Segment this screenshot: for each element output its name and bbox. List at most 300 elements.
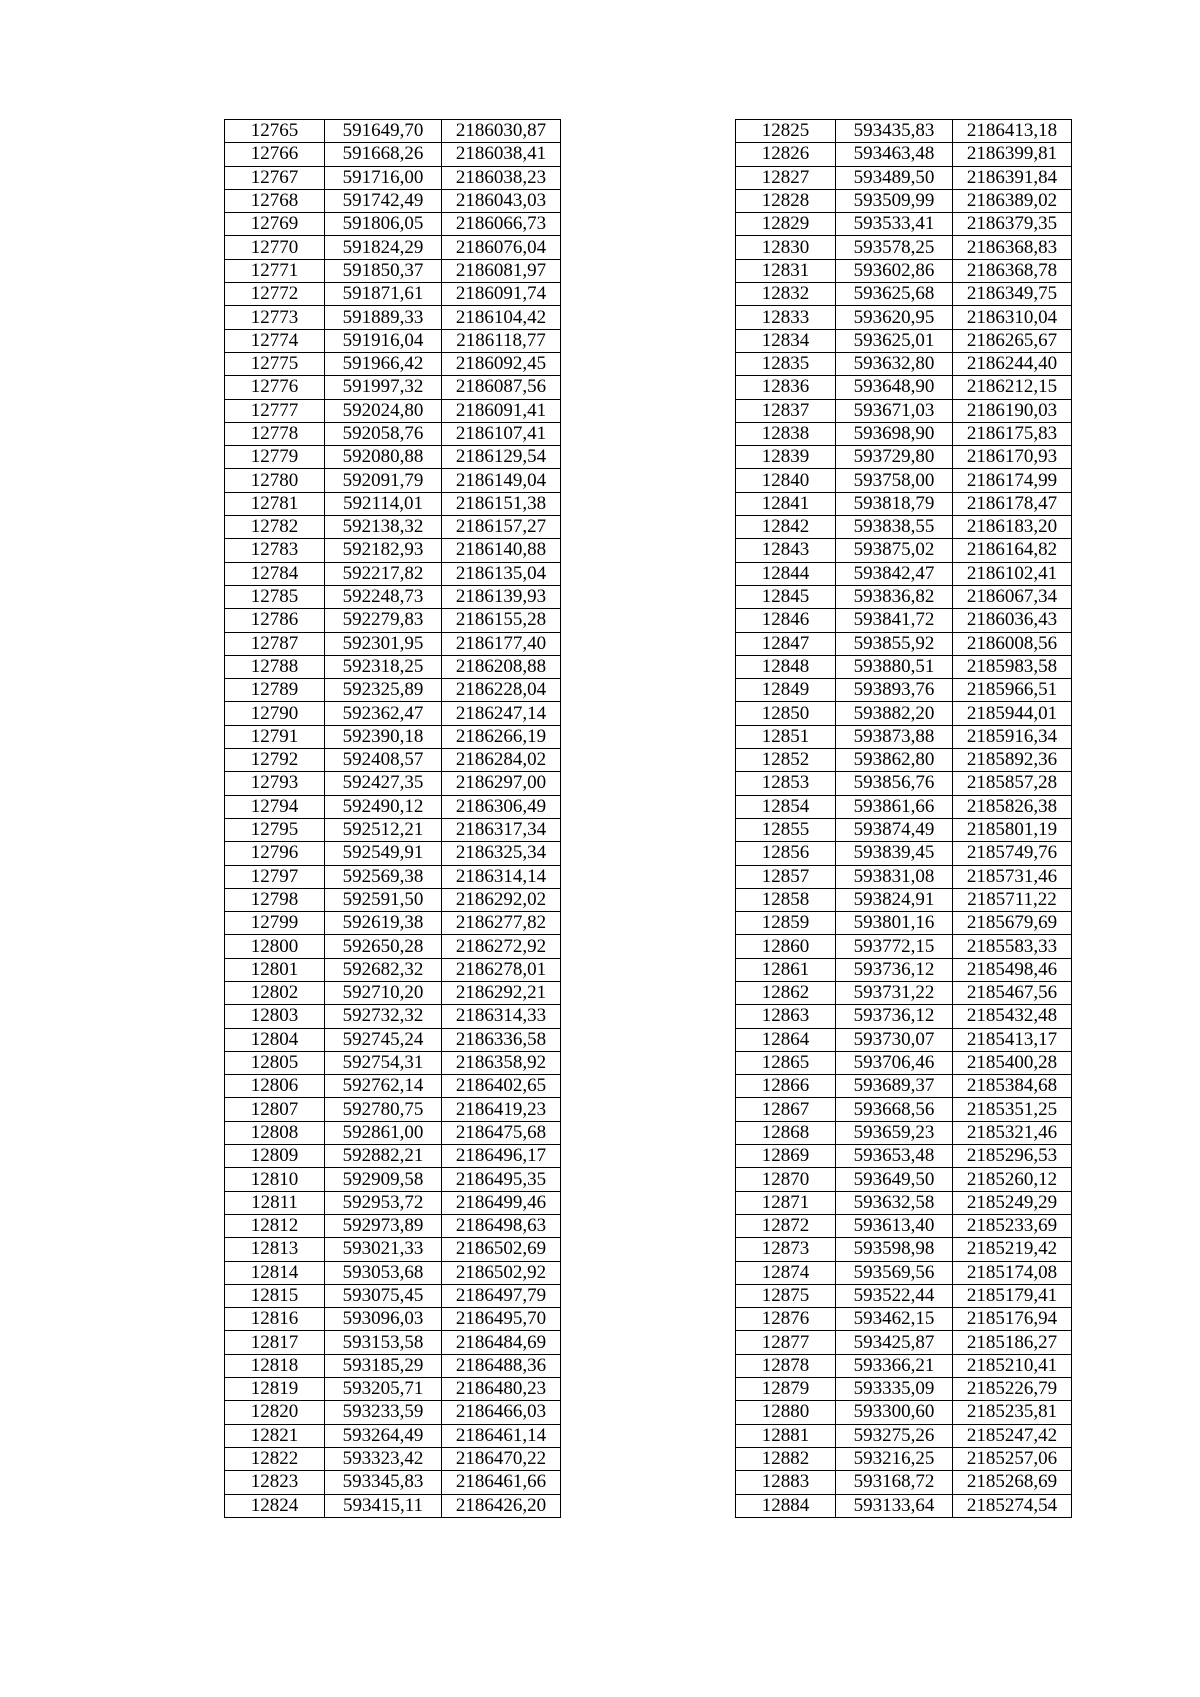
y-coordinate-cell: 2185892,36: [953, 749, 1072, 772]
point-number-cell: 12862: [736, 981, 836, 1004]
y-coordinate-cell: 2185219,42: [953, 1238, 1072, 1261]
y-coordinate-cell: 2186349,75: [953, 283, 1072, 306]
y-coordinate-cell: 2186368,83: [953, 236, 1072, 259]
y-coordinate-cell: 2186091,74: [442, 283, 561, 306]
x-coordinate-cell: 593335,09: [836, 1378, 953, 1401]
y-coordinate-cell: 2186497,79: [442, 1284, 561, 1307]
x-coordinate-cell: 593168,72: [836, 1471, 953, 1494]
point-number-cell: 12867: [736, 1098, 836, 1121]
y-coordinate-cell: 2186151,38: [442, 492, 561, 515]
y-coordinate-cell: 2185679,69: [953, 912, 1072, 935]
y-coordinate-cell: 2186284,02: [442, 749, 561, 772]
table-row: [736, 1005, 1072, 1028]
y-coordinate-cell: 2185944,01: [953, 702, 1072, 725]
table-row: [225, 585, 561, 608]
table-row: [736, 1261, 1072, 1284]
point-number-cell: 12775: [225, 352, 325, 375]
table-row: [225, 422, 561, 445]
table-row: [736, 912, 1072, 935]
y-coordinate-cell: 2185351,25: [953, 1098, 1072, 1121]
table-row: [736, 935, 1072, 958]
x-coordinate-cell: 593625,01: [836, 329, 953, 352]
point-number-cell: 12791: [225, 725, 325, 748]
table-row: [225, 1424, 561, 1447]
x-coordinate-cell: 592114,01: [325, 492, 442, 515]
table-row: [225, 725, 561, 748]
table-row: [736, 772, 1072, 795]
point-number-cell: 12871: [736, 1191, 836, 1214]
table-row: [736, 1401, 1072, 1424]
table-row: [736, 259, 1072, 282]
y-coordinate-cell: 2186067,34: [953, 585, 1072, 608]
y-coordinate-cell: 2186170,93: [953, 446, 1072, 469]
table-row: [736, 679, 1072, 702]
y-coordinate-cell: 2186140,88: [442, 539, 561, 562]
table-row: [225, 120, 561, 143]
y-coordinate-cell: 2186278,01: [442, 958, 561, 981]
point-number-cell: 12864: [736, 1028, 836, 1051]
point-number-cell: 12781: [225, 492, 325, 515]
table-row: [736, 655, 1072, 678]
table-row: [225, 1005, 561, 1028]
point-number-cell: 12869: [736, 1145, 836, 1168]
table-row: [225, 865, 561, 888]
x-coordinate-cell: 593706,46: [836, 1051, 953, 1074]
point-number-cell: 12802: [225, 981, 325, 1004]
table-row: [225, 1121, 561, 1144]
y-coordinate-cell: 2186043,03: [442, 189, 561, 212]
point-number-cell: 12832: [736, 283, 836, 306]
point-number-cell: 12857: [736, 865, 836, 888]
x-coordinate-cell: 593648,90: [836, 376, 953, 399]
x-coordinate-cell: 592591,50: [325, 888, 442, 911]
x-coordinate-cell: 593880,51: [836, 655, 953, 678]
x-coordinate-cell: 593366,21: [836, 1354, 953, 1377]
table-row: [736, 1051, 1072, 1074]
x-coordinate-cell: 593632,58: [836, 1191, 953, 1214]
x-coordinate-cell: 593415,11: [325, 1494, 442, 1517]
point-number-cell: 12854: [736, 795, 836, 818]
y-coordinate-cell: 2186389,02: [953, 189, 1072, 212]
point-number-cell: 12872: [736, 1214, 836, 1237]
point-number-cell: 12769: [225, 213, 325, 236]
y-coordinate-cell: 2186087,56: [442, 376, 561, 399]
y-coordinate-cell: 2186107,41: [442, 422, 561, 445]
point-number-cell: 12858: [736, 888, 836, 911]
point-number-cell: 12836: [736, 376, 836, 399]
y-coordinate-cell: 2186498,63: [442, 1214, 561, 1237]
y-coordinate-cell: 2186247,14: [442, 702, 561, 725]
x-coordinate-cell: 591997,32: [325, 376, 442, 399]
point-number-cell: 12874: [736, 1261, 836, 1284]
table-row: [225, 213, 561, 236]
table-row: [225, 958, 561, 981]
point-number-cell: 12833: [736, 306, 836, 329]
point-number-cell: 12845: [736, 585, 836, 608]
x-coordinate-cell: 592138,32: [325, 516, 442, 539]
table-row: [225, 1098, 561, 1121]
x-coordinate-cell: 593824,91: [836, 888, 953, 911]
table-row: [225, 1075, 561, 1098]
point-number-cell: 12883: [736, 1471, 836, 1494]
point-number-cell: 12848: [736, 655, 836, 678]
x-coordinate-cell: 591889,33: [325, 306, 442, 329]
y-coordinate-cell: 2185983,58: [953, 655, 1072, 678]
table-row: [736, 516, 1072, 539]
table-row: [225, 1214, 561, 1237]
table-row: [225, 1191, 561, 1214]
point-number-cell: 12808: [225, 1121, 325, 1144]
x-coordinate-cell: 593668,56: [836, 1098, 953, 1121]
x-coordinate-cell: 591871,61: [325, 283, 442, 306]
table-row: [736, 562, 1072, 585]
y-coordinate-cell: 2185235,81: [953, 1401, 1072, 1424]
table-row: [225, 655, 561, 678]
y-coordinate-cell: 2185467,56: [953, 981, 1072, 1004]
y-coordinate-cell: 2186178,47: [953, 492, 1072, 515]
point-number-cell: 12774: [225, 329, 325, 352]
y-coordinate-cell: 2186277,82: [442, 912, 561, 935]
point-number-cell: 12792: [225, 749, 325, 772]
point-number-cell: 12853: [736, 772, 836, 795]
point-number-cell: 12771: [225, 259, 325, 282]
y-coordinate-cell: 2185296,53: [953, 1145, 1072, 1168]
table-row: [736, 306, 1072, 329]
x-coordinate-cell: 593509,99: [836, 189, 953, 212]
x-coordinate-cell: 593689,37: [836, 1075, 953, 1098]
y-coordinate-cell: 2185801,19: [953, 818, 1072, 841]
y-coordinate-cell: 2186292,02: [442, 888, 561, 911]
y-coordinate-cell: 2186310,04: [953, 306, 1072, 329]
y-coordinate-cell: 2186164,82: [953, 539, 1072, 562]
table-row: [736, 1308, 1072, 1331]
point-number-cell: 12787: [225, 632, 325, 655]
y-coordinate-cell: 2185257,06: [953, 1447, 1072, 1470]
table-row: [736, 376, 1072, 399]
table-row: [225, 818, 561, 841]
x-coordinate-cell: 592080,88: [325, 446, 442, 469]
x-coordinate-cell: 593602,86: [836, 259, 953, 282]
coordinates-table-right: [735, 119, 1072, 1518]
point-number-cell: 12880: [736, 1401, 836, 1424]
table-row: [736, 1098, 1072, 1121]
x-coordinate-cell: 593838,55: [836, 516, 953, 539]
table-row: [736, 236, 1072, 259]
y-coordinate-cell: 2185432,48: [953, 1005, 1072, 1028]
x-coordinate-cell: 592091,79: [325, 469, 442, 492]
y-coordinate-cell: 2186336,58: [442, 1028, 561, 1051]
point-number-cell: 12856: [736, 842, 836, 865]
y-coordinate-cell: 2185711,22: [953, 888, 1072, 911]
table-row: [736, 1075, 1072, 1098]
x-coordinate-cell: 593075,45: [325, 1284, 442, 1307]
table-row: [736, 469, 1072, 492]
x-coordinate-cell: 593729,80: [836, 446, 953, 469]
x-coordinate-cell: 593435,83: [836, 120, 953, 143]
point-number-cell: 12812: [225, 1214, 325, 1237]
x-coordinate-cell: 592882,21: [325, 1145, 442, 1168]
point-number-cell: 12794: [225, 795, 325, 818]
table-row: [736, 1214, 1072, 1237]
x-coordinate-cell: 592217,82: [325, 562, 442, 585]
point-number-cell: 12782: [225, 516, 325, 539]
y-coordinate-cell: 2186426,20: [442, 1494, 561, 1517]
y-coordinate-cell: 2185210,41: [953, 1354, 1072, 1377]
table-row: [736, 1447, 1072, 1470]
point-number-cell: 12878: [736, 1354, 836, 1377]
point-number-cell: 12797: [225, 865, 325, 888]
x-coordinate-cell: 593842,47: [836, 562, 953, 585]
point-number-cell: 12834: [736, 329, 836, 352]
table-row: [736, 981, 1072, 1004]
table-row: [225, 143, 561, 166]
x-coordinate-cell: 593649,50: [836, 1168, 953, 1191]
y-coordinate-cell: 2186272,92: [442, 935, 561, 958]
x-coordinate-cell: 593659,23: [836, 1121, 953, 1144]
table-row: [225, 1308, 561, 1331]
table-row: [225, 981, 561, 1004]
point-number-cell: 12868: [736, 1121, 836, 1144]
y-coordinate-cell: 2186228,04: [442, 679, 561, 702]
point-number-cell: 12859: [736, 912, 836, 935]
y-coordinate-cell: 2186036,43: [953, 609, 1072, 632]
x-coordinate-cell: 592182,93: [325, 539, 442, 562]
table-row: [736, 1378, 1072, 1401]
table-row: [736, 120, 1072, 143]
table-row: [736, 1168, 1072, 1191]
point-number-cell: 12841: [736, 492, 836, 515]
table-row: [225, 1401, 561, 1424]
x-coordinate-cell: 593873,88: [836, 725, 953, 748]
table-row: [225, 1028, 561, 1051]
point-number-cell: 12814: [225, 1261, 325, 1284]
y-coordinate-cell: 2186480,23: [442, 1378, 561, 1401]
x-coordinate-cell: 592248,73: [325, 585, 442, 608]
point-number-cell: 12804: [225, 1028, 325, 1051]
y-coordinate-cell: 2186149,04: [442, 469, 561, 492]
x-coordinate-cell: 593671,03: [836, 399, 953, 422]
table-row: [736, 702, 1072, 725]
x-coordinate-cell: 591966,42: [325, 352, 442, 375]
x-coordinate-cell: 593653,48: [836, 1145, 953, 1168]
x-coordinate-cell: 593345,83: [325, 1471, 442, 1494]
x-coordinate-cell: 592861,00: [325, 1121, 442, 1144]
table-row: [225, 1051, 561, 1074]
table-body: [225, 120, 561, 1518]
point-number-cell: 12788: [225, 655, 325, 678]
point-number-cell: 12817: [225, 1331, 325, 1354]
y-coordinate-cell: 2186038,41: [442, 143, 561, 166]
point-number-cell: 12786: [225, 609, 325, 632]
x-coordinate-cell: 593323,42: [325, 1447, 442, 1470]
x-coordinate-cell: 592058,76: [325, 422, 442, 445]
y-coordinate-cell: 2186314,14: [442, 865, 561, 888]
table-row: [736, 1331, 1072, 1354]
x-coordinate-cell: 592024,80: [325, 399, 442, 422]
point-number-cell: 12818: [225, 1354, 325, 1377]
point-number-cell: 12778: [225, 422, 325, 445]
point-number-cell: 12882: [736, 1447, 836, 1470]
y-coordinate-cell: 2186502,92: [442, 1261, 561, 1284]
table-row: [225, 702, 561, 725]
point-number-cell: 12838: [736, 422, 836, 445]
x-coordinate-cell: 593620,95: [836, 306, 953, 329]
point-number-cell: 12851: [736, 725, 836, 748]
table-row: [736, 888, 1072, 911]
table-row: [225, 1378, 561, 1401]
x-coordinate-cell: 592710,20: [325, 981, 442, 1004]
point-number-cell: 12866: [736, 1075, 836, 1098]
table-row: [736, 1494, 1072, 1517]
point-number-cell: 12790: [225, 702, 325, 725]
y-coordinate-cell: 2186139,93: [442, 585, 561, 608]
y-coordinate-cell: 2186183,20: [953, 516, 1072, 539]
x-coordinate-cell: 592569,38: [325, 865, 442, 888]
y-coordinate-cell: 2186008,56: [953, 632, 1072, 655]
x-coordinate-cell: 592619,38: [325, 912, 442, 935]
x-coordinate-cell: 593489,50: [836, 166, 953, 189]
y-coordinate-cell: 2186413,18: [953, 120, 1072, 143]
table-row: [225, 236, 561, 259]
table-row: [225, 772, 561, 795]
x-coordinate-cell: 591716,00: [325, 166, 442, 189]
x-coordinate-cell: 593875,02: [836, 539, 953, 562]
y-coordinate-cell: 2185179,41: [953, 1284, 1072, 1307]
y-coordinate-cell: 2186081,97: [442, 259, 561, 282]
point-number-cell: 12863: [736, 1005, 836, 1028]
table-row: [736, 1145, 1072, 1168]
x-coordinate-cell: 593839,45: [836, 842, 953, 865]
table-row: [225, 283, 561, 306]
y-coordinate-cell: 2186306,49: [442, 795, 561, 818]
x-coordinate-cell: 593300,60: [836, 1401, 953, 1424]
table-row: [736, 422, 1072, 445]
table-row: [225, 888, 561, 911]
x-coordinate-cell: 591824,29: [325, 236, 442, 259]
table-row: [225, 562, 561, 585]
x-coordinate-cell: 592549,91: [325, 842, 442, 865]
y-coordinate-cell: 2186129,54: [442, 446, 561, 469]
table-row: [736, 189, 1072, 212]
x-coordinate-cell: 593021,33: [325, 1238, 442, 1261]
x-coordinate-cell: 592973,89: [325, 1214, 442, 1237]
table-row: [736, 795, 1072, 818]
y-coordinate-cell: 2185826,38: [953, 795, 1072, 818]
y-coordinate-cell: 2186399,81: [953, 143, 1072, 166]
y-coordinate-cell: 2185274,54: [953, 1494, 1072, 1517]
point-number-cell: 12796: [225, 842, 325, 865]
point-number-cell: 12825: [736, 120, 836, 143]
table-row: [736, 166, 1072, 189]
table-row: [225, 1284, 561, 1307]
y-coordinate-cell: 2186419,23: [442, 1098, 561, 1121]
y-coordinate-cell: 2186292,21: [442, 981, 561, 1004]
point-number-cell: 12826: [736, 143, 836, 166]
y-coordinate-cell: 2186091,41: [442, 399, 561, 422]
point-number-cell: 12829: [736, 213, 836, 236]
y-coordinate-cell: 2185966,51: [953, 679, 1072, 702]
x-coordinate-cell: 593818,79: [836, 492, 953, 515]
point-number-cell: 12780: [225, 469, 325, 492]
y-coordinate-cell: 2185413,17: [953, 1028, 1072, 1051]
x-coordinate-cell: 591668,26: [325, 143, 442, 166]
x-coordinate-cell: 592732,32: [325, 1005, 442, 1028]
point-number-cell: 12843: [736, 539, 836, 562]
y-coordinate-cell: 2186499,46: [442, 1191, 561, 1214]
x-coordinate-cell: 592650,28: [325, 935, 442, 958]
point-number-cell: 12870: [736, 1168, 836, 1191]
x-coordinate-cell: 593801,16: [836, 912, 953, 935]
x-coordinate-cell: 592318,25: [325, 655, 442, 678]
y-coordinate-cell: 2186488,36: [442, 1354, 561, 1377]
point-number-cell: 12768: [225, 189, 325, 212]
table-row: [225, 399, 561, 422]
x-coordinate-cell: 592780,75: [325, 1098, 442, 1121]
x-coordinate-cell: 592362,47: [325, 702, 442, 725]
table-row: [736, 749, 1072, 772]
point-number-cell: 12779: [225, 446, 325, 469]
table-row: [736, 213, 1072, 236]
table-row: [225, 1354, 561, 1377]
table-row: [736, 632, 1072, 655]
x-coordinate-cell: 593836,82: [836, 585, 953, 608]
y-coordinate-cell: 2186177,40: [442, 632, 561, 655]
point-number-cell: 12765: [225, 120, 325, 143]
point-number-cell: 12876: [736, 1308, 836, 1331]
x-coordinate-cell: 593216,25: [836, 1447, 953, 1470]
point-number-cell: 12828: [736, 189, 836, 212]
point-number-cell: 12784: [225, 562, 325, 585]
table-row: [225, 352, 561, 375]
table-row: [736, 842, 1072, 865]
y-coordinate-cell: 2186157,27: [442, 516, 561, 539]
point-number-cell: 12840: [736, 469, 836, 492]
point-number-cell: 12816: [225, 1308, 325, 1331]
point-number-cell: 12831: [736, 259, 836, 282]
x-coordinate-cell: 593522,44: [836, 1284, 953, 1307]
y-coordinate-cell: 2186102,41: [953, 562, 1072, 585]
y-coordinate-cell: 2186155,28: [442, 609, 561, 632]
x-coordinate-cell: 593772,15: [836, 935, 953, 958]
y-coordinate-cell: 2186495,35: [442, 1168, 561, 1191]
table-row: [736, 958, 1072, 981]
table-row: [225, 1331, 561, 1354]
point-number-cell: 12773: [225, 306, 325, 329]
point-number-cell: 12772: [225, 283, 325, 306]
y-coordinate-cell: 2186461,66: [442, 1471, 561, 1494]
table-row: [736, 1028, 1072, 1051]
y-coordinate-cell: 2185731,46: [953, 865, 1072, 888]
y-coordinate-cell: 2186266,19: [442, 725, 561, 748]
y-coordinate-cell: 2186175,83: [953, 422, 1072, 445]
y-coordinate-cell: 2186314,33: [442, 1005, 561, 1028]
table-row: [736, 865, 1072, 888]
y-coordinate-cell: 2186076,04: [442, 236, 561, 259]
table-row: [225, 912, 561, 935]
table-row: [736, 1238, 1072, 1261]
table-row: [225, 446, 561, 469]
point-number-cell: 12819: [225, 1378, 325, 1401]
x-coordinate-cell: 592490,12: [325, 795, 442, 818]
x-coordinate-cell: 593736,12: [836, 958, 953, 981]
point-number-cell: 12844: [736, 562, 836, 585]
x-coordinate-cell: 592390,18: [325, 725, 442, 748]
table-row: [225, 1494, 561, 1517]
point-number-cell: 12806: [225, 1075, 325, 1098]
y-coordinate-cell: 2186502,69: [442, 1238, 561, 1261]
point-number-cell: 12811: [225, 1191, 325, 1214]
x-coordinate-cell: 592512,21: [325, 818, 442, 841]
